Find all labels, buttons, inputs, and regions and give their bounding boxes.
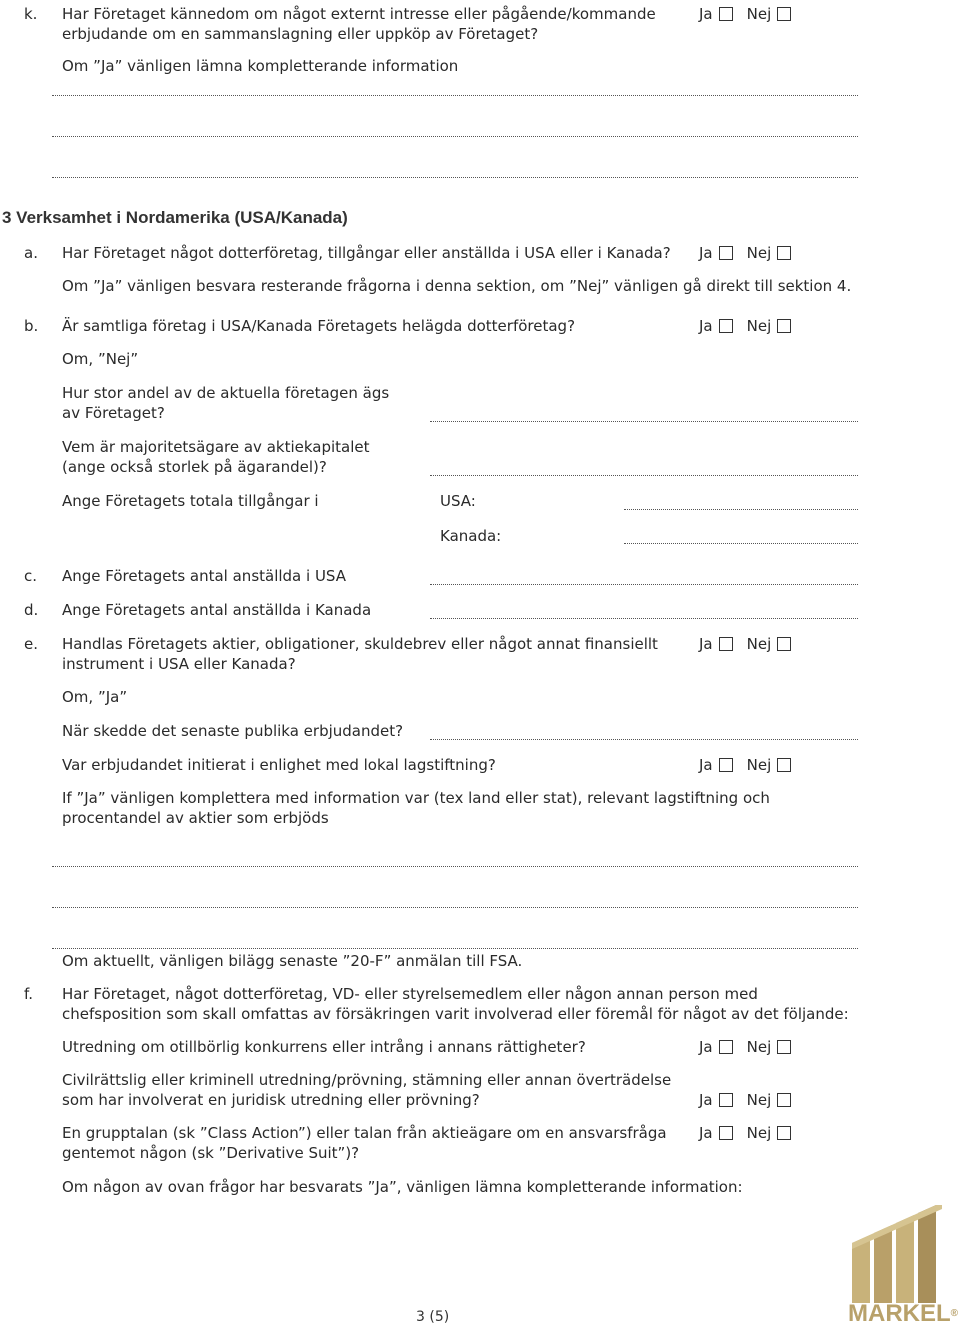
assets-question: Ange Företagets totala tillgångar i [62,492,319,510]
answer-line[interactable] [430,584,858,585]
section-title: 3 Verksamhet i Nordamerika (USA/Kanada) [2,208,348,227]
yes-label: Ja [699,5,713,23]
markel-logo [848,1203,959,1329]
no-checkbox[interactable] [777,1040,791,1054]
conditional-label: Om, ”Nej” [62,350,139,368]
no-label: Nej [746,317,772,335]
answer-line[interactable] [52,95,858,96]
no-checkbox[interactable] [777,637,791,651]
no-checkbox[interactable] [777,758,791,772]
yes-label: Ja [699,317,713,335]
no-checkbox[interactable] [777,246,791,260]
question-text: Har Företaget något dotterföretag, tillgångar eller anställda i USA eller i Kanada? [62,244,671,262]
yes-checkbox[interactable] [719,246,733,260]
question-letter: b. [24,317,39,335]
answer-line[interactable] [52,866,858,867]
yes-no-choice [699,1037,791,1057]
yes-label: Ja [699,1124,713,1142]
canada-label: Kanada: [440,527,502,545]
answer-line[interactable] [52,948,858,949]
yes-label: Ja [699,1038,713,1056]
question-letter: a. [24,244,38,262]
answer-line[interactable] [52,907,858,908]
page-number: 3 (5) [416,1309,450,1325]
followup-text: Om ”Ja” vänligen besvara resterande frågorna i denna sektion, om ”Nej” vänligen gå direkt till sektion 4. [62,277,852,295]
markel-mark-icon [848,1203,956,1303]
usa-label: USA: [440,492,476,510]
no-checkbox[interactable] [777,319,791,333]
complement-text: If ”Ja” vänligen komplettera med information var (tex land eller stat), relevant lagstiftning och procentandel av aktier som erbjöds [62,789,770,827]
latest-offer-question: När skedde det senaste publika erbjudandet? [62,722,404,740]
yes-checkbox[interactable] [719,319,733,333]
yes-checkbox[interactable] [719,7,733,21]
yes-checkbox[interactable] [719,1040,733,1054]
no-label: Nej [746,1124,772,1142]
no-label: Nej [746,756,772,774]
subquestion-text: Civilrättslig eller kriminell utredning/prövning, stämning eller annan överträdelse som har involverat en juridisk utredning eller prövning? [62,1071,672,1109]
logo-wordmark: MARKEL [848,1300,951,1327]
latest-offer-line[interactable] [430,739,858,740]
conditional-label: Om, ”Ja” [62,688,128,706]
answer-line[interactable] [430,618,858,619]
majority-question: Vem är majoritetsägare av aktiekapitalet (ange också storlek på ägarandel)? [62,438,370,476]
usa-assets-line[interactable] [624,509,858,510]
no-checkbox[interactable] [777,7,791,21]
initiated-question: Var erbjudandet initierat i enlighet med lokal lagstiftning? [62,756,496,774]
yes-checkbox[interactable] [719,1126,733,1140]
question-text: Handlas Företagets aktier, obligationer, skuldebrev eller något annat finansiellt instrument i USA eller Kanada? [62,635,658,673]
yes-label: Ja [699,635,713,653]
share-answer-line[interactable] [430,421,858,422]
registered-mark: ® [950,1308,959,1319]
yes-checkbox[interactable] [719,637,733,651]
yes-checkbox[interactable] [719,758,733,772]
attach-note: Om aktuellt, vänligen bilägg senaste ”20-F” anmälan till FSA. [62,952,523,970]
question-text: Är samtliga företag i USA/Kanada Företagets helägda dotterföretag? [62,317,576,335]
question-letter: c. [24,567,38,585]
question-letter: e. [24,635,38,653]
yes-no-choice [699,316,791,336]
yes-no-choice [699,755,791,775]
yes-label: Ja [699,756,713,774]
no-label: Nej [746,5,772,23]
question-text: Har Företaget, något dotterföretag, VD- eller styrelsemedlem eller någon annan person med chefsposition som skall omfattas av försäkringen varit involverad eller föremål för något av det följande: [62,985,849,1023]
yes-no-choice [699,634,791,654]
yes-no-choice [699,1123,791,1143]
share-question: Hur stor andel av de aktuella företagen ägs av Företaget? [62,384,390,422]
yes-checkbox[interactable] [719,1093,733,1107]
no-checkbox[interactable] [777,1093,791,1107]
question-text: Ange Företagets antal anställda i USA [62,567,346,585]
closing-text: Om någon av ovan frågor har besvarats ”Ja”, vänligen lämna kompletterande information: [62,1178,743,1196]
answer-line[interactable] [52,136,858,137]
canada-assets-line[interactable] [624,543,858,544]
yes-no-choice [699,1090,791,1110]
question-letter: k. [24,5,38,23]
question-letter: f. [24,985,33,1003]
no-checkbox[interactable] [777,1126,791,1140]
no-label: Nej [746,1038,772,1056]
subquestion-text: En grupptalan (sk ”Class Action”) eller talan från aktieägare om en ansvarsfråga gentemot någon (sk ”Derivative Suit”)? [62,1124,667,1162]
no-label: Nej [746,1091,772,1109]
yes-no-choice [699,4,791,24]
question-text: Har Företaget kännedom om något externt intresse eller pågående/kommande erbjudande om en sammanslagning eller uppköp av Företaget? [62,5,656,43]
subquestion-text: Utredning om otillbörlig konkurrens eller intrång i annans rättigheter? [62,1038,586,1056]
no-label: Nej [746,244,772,262]
no-label: Nej [746,635,772,653]
question-letter: d. [24,601,39,619]
answer-line[interactable] [52,177,858,178]
majority-answer-line[interactable] [430,475,858,476]
followup-text: Om ”Ja” vänligen lämna kompletterande information [62,57,459,75]
question-text: Ange Företagets antal anställda i Kanada [62,601,372,619]
yes-no-choice [699,243,791,263]
yes-label: Ja [699,1091,713,1109]
yes-label: Ja [699,244,713,262]
